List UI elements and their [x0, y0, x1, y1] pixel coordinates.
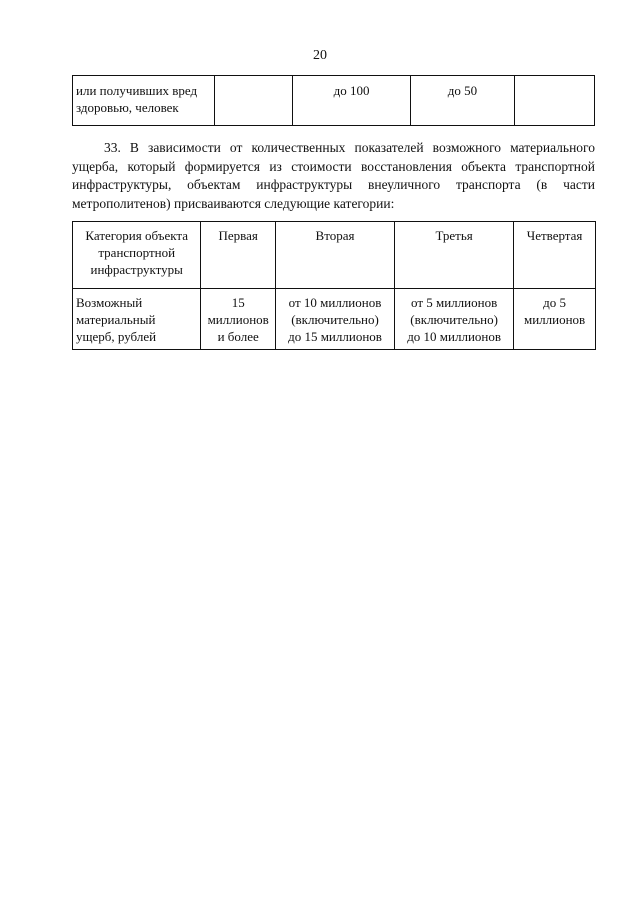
table-header-row: [73, 222, 596, 289]
cell-fourth-category: [514, 289, 596, 350]
cell-second-category: [275, 289, 394, 350]
row-damage-label: [73, 289, 201, 350]
table-cell-value: до 100: [293, 76, 411, 126]
cell-line: до 15 миллионов: [288, 329, 382, 344]
header-label-line: инфраструктуры: [90, 262, 183, 277]
damage-category-table: [72, 221, 596, 350]
table-cell-value: до 50: [411, 76, 515, 126]
cell-line: до 5: [543, 295, 567, 310]
row-label-line: ущерб, рублей: [76, 329, 157, 344]
header-second: Вторая: [275, 222, 394, 289]
cell-third-category: [395, 289, 514, 350]
cell-line: от 10 миллионов: [288, 295, 382, 310]
row-label-line: Возможный: [76, 295, 143, 310]
header-first: Первая: [201, 222, 276, 289]
header-label-line: Категория объекта: [85, 228, 189, 243]
cell-line: и более: [217, 329, 259, 344]
row-label-line: материальный: [76, 312, 156, 327]
header-category-label: [73, 222, 201, 289]
cell-line: миллионов: [207, 312, 269, 327]
cell-first-category: [201, 289, 276, 350]
header-third: Третья: [395, 222, 514, 289]
cell-line: (включительно): [410, 312, 498, 327]
row-label-cell: [73, 76, 215, 126]
cell-line: до 10 миллионов: [407, 329, 502, 344]
header-fourth: Четвертая: [514, 222, 596, 289]
cell-line: миллионов: [523, 312, 586, 327]
cell-line: (включительно): [291, 312, 379, 327]
victims-table-fragment: [72, 75, 595, 126]
table-row: [73, 289, 596, 350]
table-cell-empty: [514, 76, 594, 126]
table-row: [73, 76, 595, 126]
row-label-line: здоровью, человек: [76, 100, 179, 115]
cell-line: от 5 миллионов: [410, 295, 498, 310]
page-number: 20: [313, 48, 327, 63]
header-label-line: транспортной: [98, 245, 176, 260]
clause-33-paragraph: 33. В зависимости от количественных показателей возможного материального ущерба, который формируется из стоимости восстановления объекта транспортной инфраструктуры, объектам инфраструктуры внеуличного транспорта (в части метрополитенов) присваиваются следующие категории:: [72, 140, 595, 211]
table-cell-empty: [215, 76, 293, 126]
row-label-line: или получивших вред: [76, 83, 198, 98]
cell-line: 15: [231, 295, 245, 310]
